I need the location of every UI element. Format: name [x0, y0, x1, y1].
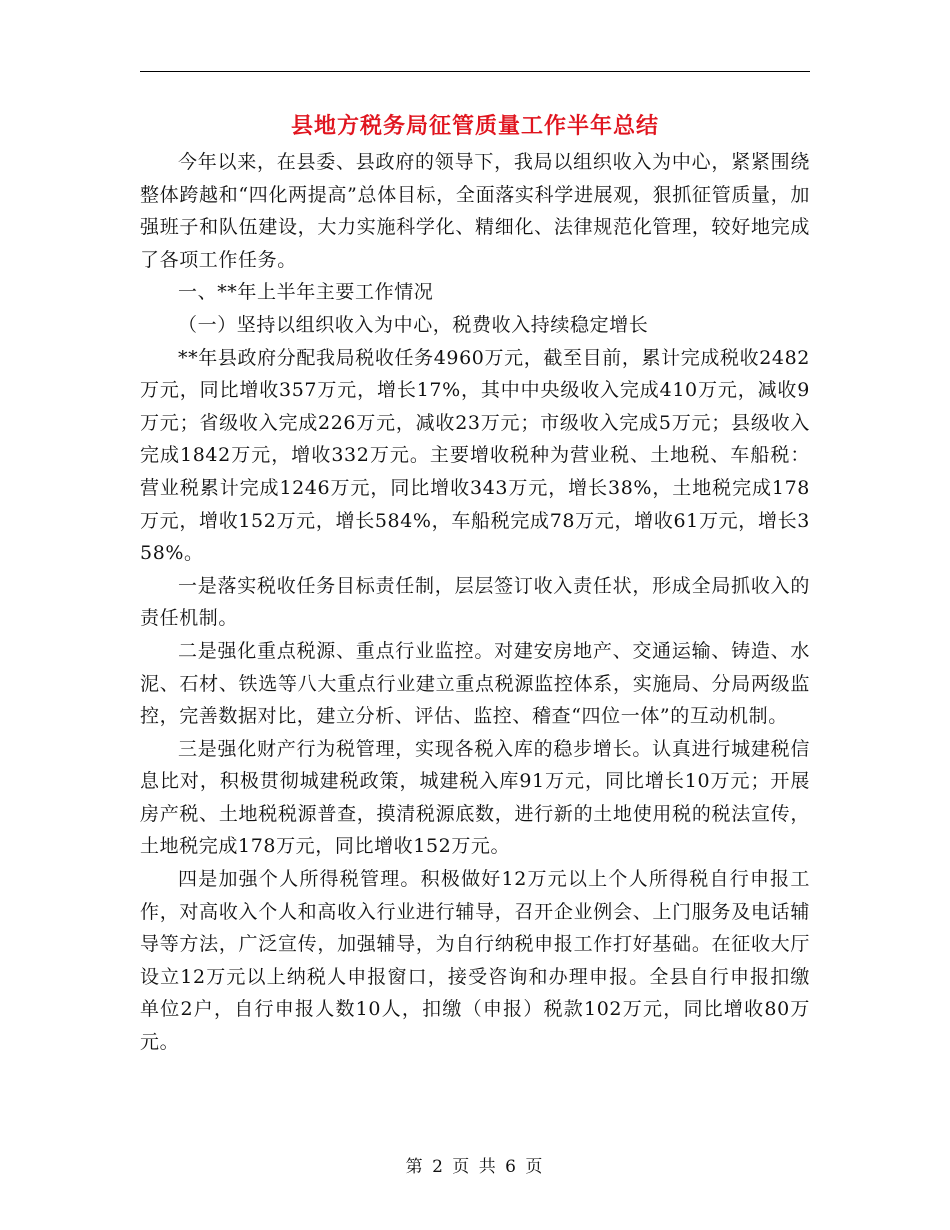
page-number: 第 2 页 共 6 页 — [405, 1157, 545, 1177]
measure-4-paragraph: 四是加强个人所得税管理。积极做好12万元以上个人所得税自行申报工作，对高收入个人和高收入行业进行辅导，召开企业例会、上门服务及电话辅导等方法，广泛宣传，加强辅导，为自行纳税申报工作打好基础。在征收大厅设立12万元以上纳税人申报窗口，接受咨询和办理申报。全县自行申报扣缴单位2户，自行申报人数10人，扣缴（申报）税款102万元，同比增收80万元。 — [140, 868, 810, 1054]
revenue-paragraph: **年县政府分配我局税收任务4960万元，截至目前，累计完成税收2482万元，同比增收357万元，增长17%，其中中央级收入完成410万元，减收9万元；省级收入完成226万元，减收23万元；市级收入完成5万元；县级收入完成1842万元，增收332万元。主要增收税种为营业税、土地税、车船税：营业税累计完成1246万元，同比增收343万元，增长38%，土地税完成178万元，增收152万元，增长584%，车船税完成78万元，增收61万元，增长358%。 — [140, 346, 810, 565]
measure-1-paragraph: 一是落实税收任务目标责任制，层层签订收入责任状，形成全局抓收入的责任机制。 — [140, 574, 810, 630]
header-rule — [140, 71, 810, 72]
document-title: 县地方税务局征管质量工作半年总结 — [290, 113, 659, 139]
section-heading: 一、**年上半年主要工作情况 — [178, 281, 434, 304]
document-body — [140, 146, 810, 1059]
subsection-heading: （一）坚持以组织收入为中心，税费收入持续稳定增长 — [178, 313, 649, 336]
measure-3-paragraph: 三是强化财产行为税管理，实现各税入库的稳步增长。认真进行城建税信息比对，积极贯彻城建税政策，城建税入库91万元，同比增长10万元；开展房产税、土地税税源普查，摸清税源底数，进行新的土地使用税的税法宣传，土地税完成178万元，同比增收152万元。 — [140, 737, 810, 858]
intro-paragraph: 今年以来，在县委、县政府的领导下，我局以组织收入为中心，紧紧围绕整体跨越和“四化两提高”总体目标，全面落实科学进展观，狠抓征管质量，加强班子和队伍建设，大力实施科学化、精细化、法律规范化管理，较好地完成了各项工作任务。 — [140, 151, 810, 271]
measure-2-paragraph: 二是强化重点税源、重点行业监控。对建安房地产、交通运输、铸造、水泥、石材、铁选等八大重点行业建立重点税源监控体系，实施局、分局两级监控，完善数据对比，建立分析、评估、监控、稽查“四位一体”的互动机制。 — [140, 639, 810, 728]
